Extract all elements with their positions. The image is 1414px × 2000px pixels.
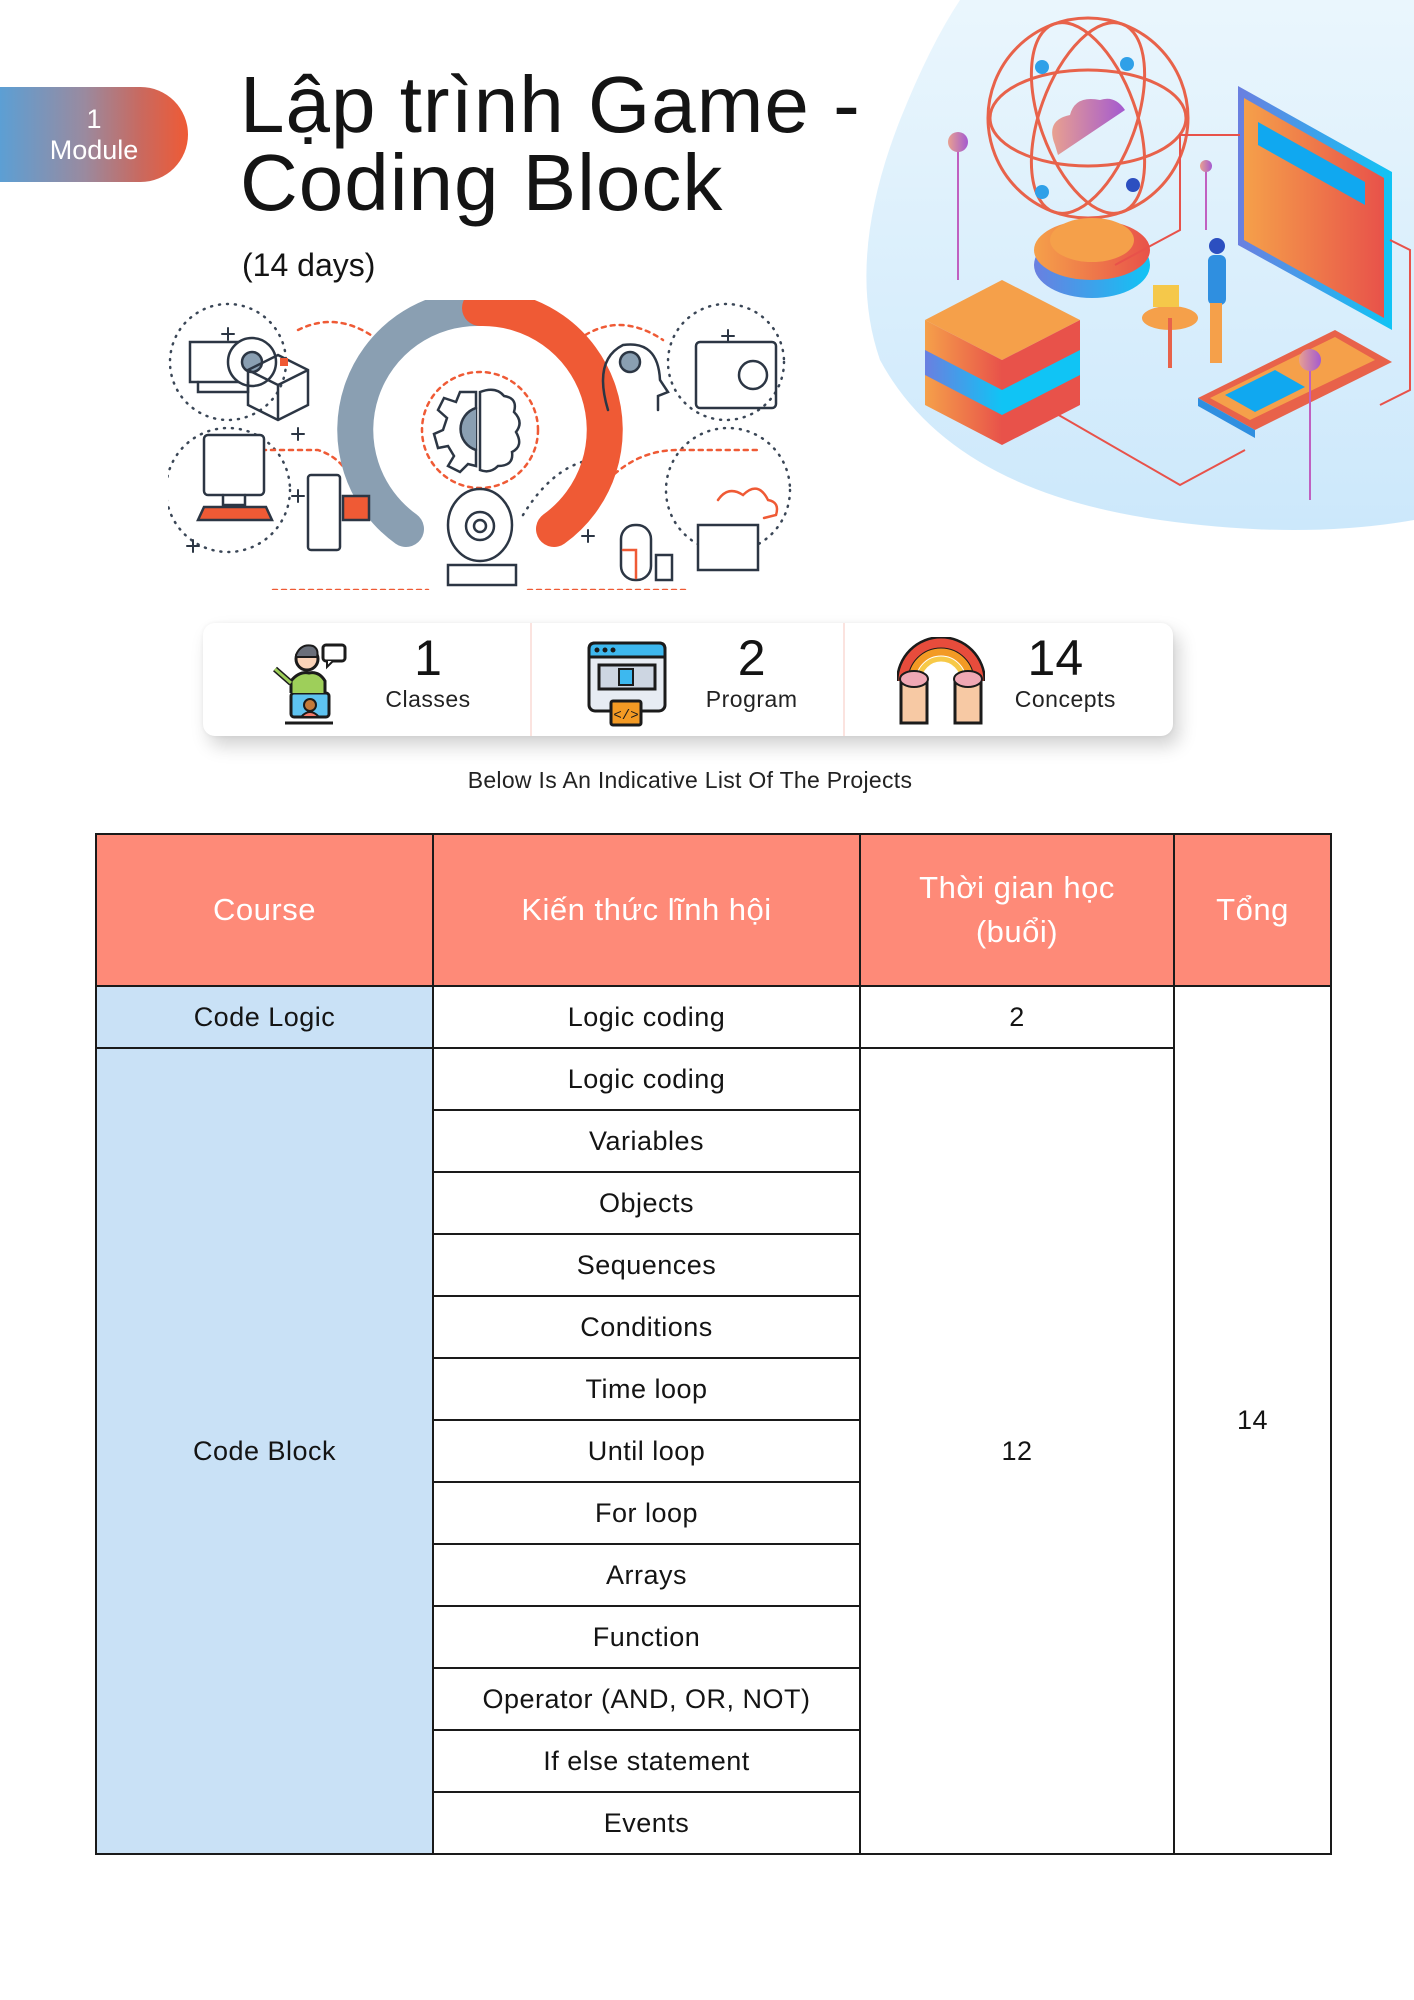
tech-brain-illustration [168, 300, 798, 590]
header-course: Course [96, 834, 433, 986]
orange-dashed-arc [298, 322, 378, 340]
header-sessions: Thời gian học (buổi) [860, 834, 1174, 986]
stat-label: Program [705, 686, 798, 712]
topic-cell: Sequences [433, 1234, 860, 1296]
table-header-row [96, 834, 1331, 986]
topic-cell: Operator (AND, OR, NOT) [433, 1668, 860, 1730]
table-row [96, 986, 1331, 1048]
header-knowledge: Kiến thức lĩnh hội [433, 834, 860, 986]
course-cell: Code Block [96, 1048, 433, 1854]
stat-value: 1 [414, 630, 442, 686]
web-program-icon [585, 637, 673, 727]
isometric-tech-illustration [860, 0, 1414, 540]
header-total: Tổng [1174, 834, 1331, 986]
mouse-icon [621, 525, 672, 580]
curriculum-table [95, 833, 1332, 1855]
topic-cell: Conditions [433, 1296, 860, 1358]
orange-dashed-arc [578, 325, 663, 340]
stat-value: 14 [1027, 630, 1084, 686]
module-label: Module [49, 134, 139, 165]
stat-label: Concepts [1014, 686, 1116, 712]
module-badge [0, 87, 188, 182]
topic-cell: Objects [433, 1172, 860, 1234]
projects-caption: Below Is An Indicative List Of The Projects [467, 767, 913, 793]
package-cube-icon [248, 355, 308, 420]
topic-cell: If else statement [433, 1730, 860, 1792]
rainbow-minds-icon [897, 637, 985, 727]
stat-concepts [843, 623, 1173, 736]
teacher-icon [261, 637, 349, 727]
stat-label: Classes [385, 686, 471, 712]
stat-value: 2 [737, 630, 766, 686]
topic-cell: Arrays [433, 1544, 860, 1606]
course-duration: (14 days) [242, 247, 376, 283]
stat-classes [203, 623, 530, 736]
module-count: 1 [86, 103, 102, 134]
topic-cell: Time loop [433, 1358, 860, 1420]
page-title [240, 60, 861, 227]
topic-cell: For loop [433, 1482, 860, 1544]
topic-cell: Variables [433, 1110, 860, 1172]
cloud-storage-icon [698, 489, 777, 570]
stats-card [203, 623, 1173, 736]
topic-cell: Logic coding [433, 986, 860, 1048]
gear-brain-icon [434, 390, 520, 472]
stat-program [530, 623, 844, 736]
title-line-2: Coding Block [240, 138, 724, 227]
dotted-circle [668, 304, 784, 420]
monitor-icon [198, 435, 272, 520]
table-row [96, 1048, 1331, 1110]
sessions-cell: 2 [860, 986, 1174, 1048]
topic-cell: Until loop [433, 1420, 860, 1482]
power-panel-icon [696, 342, 776, 408]
title-line-1: Lập trình Game - [240, 60, 861, 149]
course-cell: Code Logic [96, 986, 433, 1048]
graphics-card-icon [190, 338, 276, 392]
webcam-icon [448, 489, 516, 585]
topic-cell: Events [433, 1792, 860, 1854]
total-cell: 14 [1174, 986, 1331, 1854]
topic-cell: Logic coding [433, 1048, 860, 1110]
svg-text:</>: </> [613, 708, 639, 724]
orange-dashed-path [608, 450, 758, 480]
sessions-cell: 12 [860, 1048, 1174, 1854]
topic-cell: Function [433, 1606, 860, 1668]
